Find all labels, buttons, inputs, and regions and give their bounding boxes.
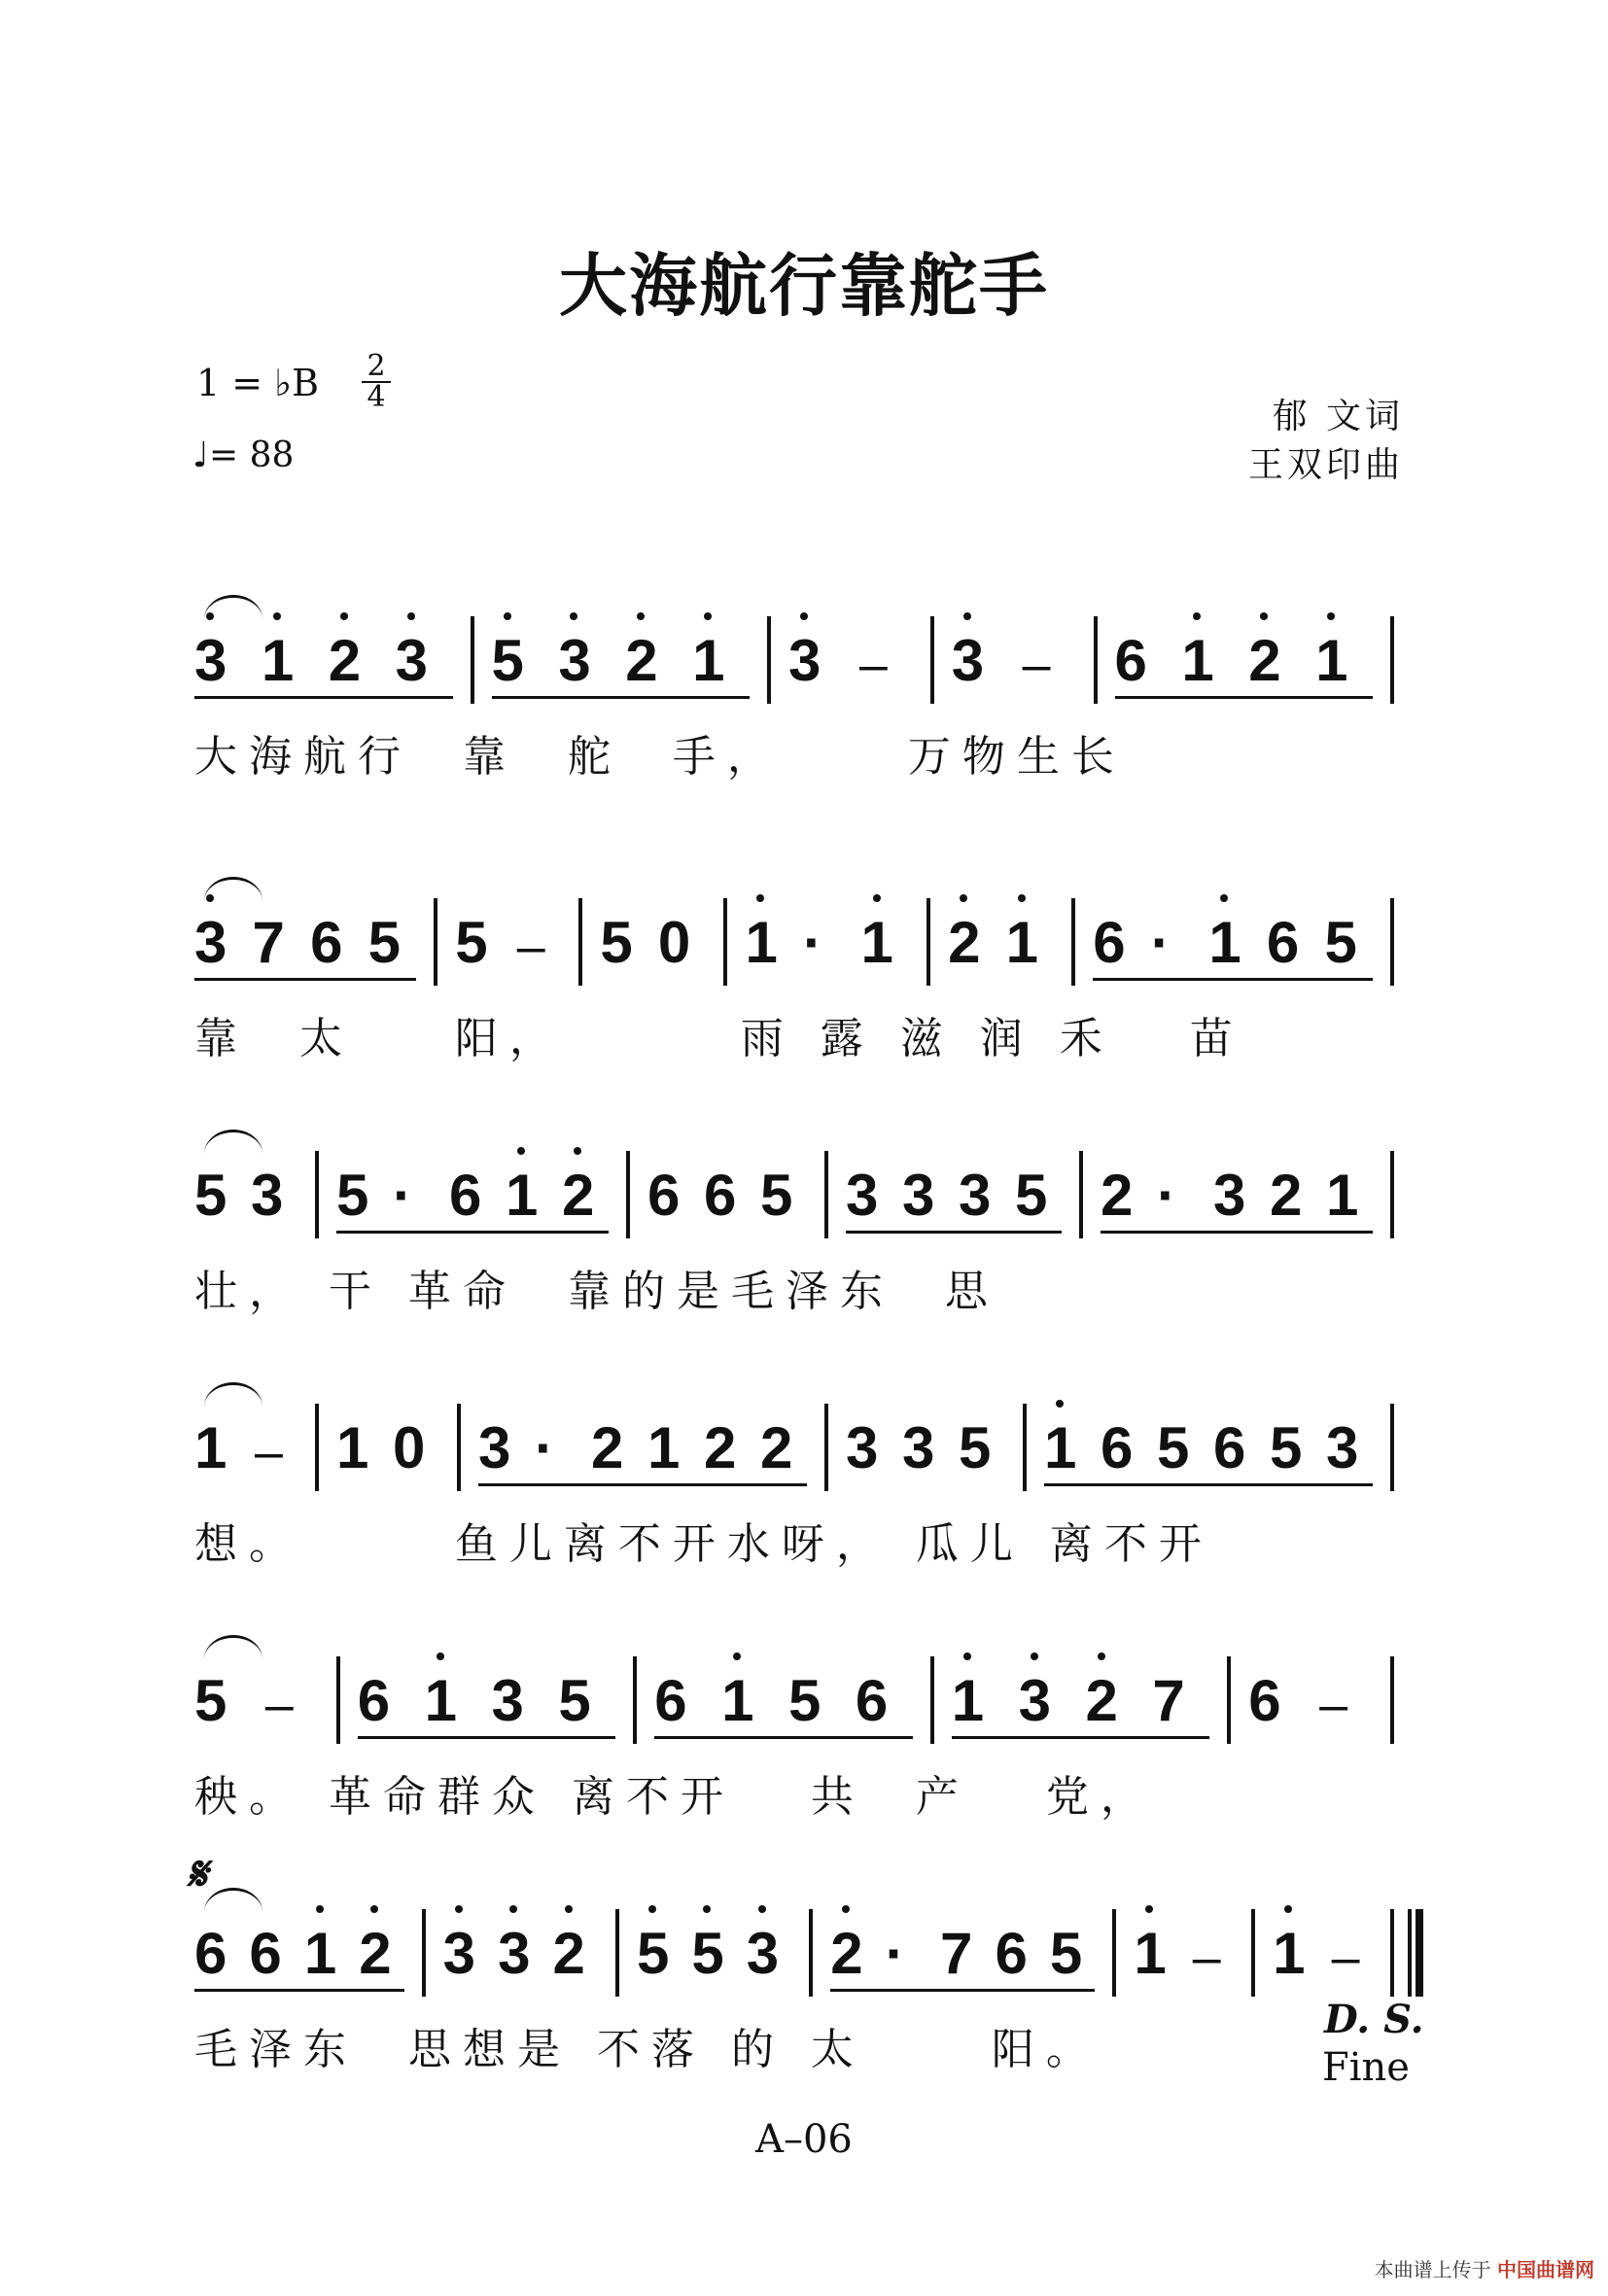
- note: 1: [1134, 1921, 1167, 1986]
- bar-line: [723, 898, 727, 986]
- octave-dot: [1193, 612, 1201, 620]
- note: 6: [357, 1668, 391, 1733]
- note: 2: [562, 1163, 595, 1228]
- bar-line: [824, 1151, 828, 1238]
- bar-line: [457, 1404, 461, 1491]
- beam-underline: [1101, 1231, 1373, 1234]
- rest-dash: –: [1331, 1930, 1360, 1986]
- final-bar-thick: [1416, 1909, 1423, 1997]
- note: 1: [194, 1415, 227, 1480]
- lyricist-credit: 郁 文词: [1272, 397, 1404, 436]
- site-footer[interactable]: [1375, 2254, 1594, 2282]
- note: 1: [951, 1668, 985, 1733]
- note: 2: [948, 910, 981, 975]
- beam-underline: [336, 1231, 609, 1234]
- bar-line: [809, 1909, 813, 1997]
- lyric-line: 大海航行 靠 舵 手， 万物生长: [194, 732, 1126, 782]
- octave-dot: [1284, 1905, 1292, 1913]
- ds-marking: D. S.: [1324, 1997, 1424, 2042]
- note: ·: [803, 910, 822, 975]
- octave-dot: [758, 1905, 766, 1913]
- rest-dash: –: [1022, 637, 1051, 693]
- octave-dot: [703, 1905, 711, 1913]
- note: 1: [745, 910, 778, 975]
- note: 1: [336, 1415, 369, 1480]
- octave-dot: [370, 1905, 378, 1913]
- note: 2: [625, 628, 658, 693]
- slur: [204, 1635, 262, 1659]
- note: 1: [1326, 1163, 1359, 1228]
- note: ·: [393, 1163, 412, 1228]
- octave-dot: [570, 612, 577, 620]
- note: 5: [1270, 1415, 1303, 1480]
- note: 2: [760, 1415, 793, 1480]
- note: 6: [249, 1921, 282, 1986]
- note: 6: [1213, 1415, 1246, 1480]
- bar-line: [1390, 898, 1394, 986]
- bar-line: [926, 898, 930, 986]
- note: 6: [1093, 910, 1126, 975]
- note: 1: [1005, 910, 1039, 975]
- note: 3: [194, 910, 227, 975]
- note: 5: [194, 1668, 227, 1733]
- key-tonic: 1 = ♭B: [196, 362, 320, 404]
- bar-line: [1079, 1151, 1083, 1238]
- note: 3: [194, 628, 227, 693]
- note: 3: [558, 628, 591, 693]
- note: 7: [1152, 1668, 1185, 1733]
- note: 1: [647, 1415, 681, 1480]
- note: 3: [788, 628, 821, 693]
- note: 2: [830, 1921, 863, 1986]
- note: 5: [691, 1921, 724, 1986]
- octave-dot: [960, 894, 967, 902]
- footer-text: 本曲谱上传于: [1374, 2258, 1491, 2281]
- octave-dot: [273, 612, 281, 620]
- octave-dot: [1018, 894, 1026, 902]
- lyric-line: 壮， 干 革命 靠的是毛泽东 思: [194, 1267, 999, 1316]
- note: 1: [506, 1163, 539, 1228]
- lyric-line: 想。 鱼儿离不开水呀， 瓜儿 离不开: [194, 1519, 1213, 1569]
- slur: [204, 1130, 262, 1154]
- note: 1: [1208, 910, 1241, 975]
- beam-underline: [830, 1989, 1095, 1992]
- note: 2: [328, 628, 362, 693]
- bar-line: [1390, 1909, 1394, 1997]
- octave-dot: [437, 1652, 444, 1660]
- note: 6: [704, 1163, 737, 1228]
- beam-underline: [478, 1483, 807, 1486]
- note: 1: [303, 1921, 337, 1986]
- octave-dot: [637, 612, 645, 620]
- octave-dot: [704, 612, 712, 620]
- bar-line: [422, 1909, 426, 1997]
- bar-line: [615, 1909, 619, 1997]
- octave-dot: [340, 612, 348, 620]
- bar-line: [1251, 1909, 1255, 1997]
- note: 5: [367, 910, 402, 975]
- octave-dot: [1145, 1905, 1153, 1913]
- page-number: A–06: [755, 2117, 853, 2162]
- bar-line: [1390, 1656, 1394, 1744]
- song-title: 大海航行靠舵手: [559, 246, 1049, 326]
- octave-dot: [1031, 1652, 1038, 1660]
- note: 1: [860, 910, 893, 975]
- bar-line: [315, 1404, 319, 1491]
- lyric-line: 靠 太 阳， 雨 露 滋 润 禾 苗: [194, 1014, 1244, 1063]
- bar-line: [315, 1151, 319, 1238]
- note: 5: [194, 1163, 227, 1228]
- note: 1: [1315, 628, 1348, 693]
- note: 3: [1213, 1163, 1246, 1228]
- rest-dash: –: [1319, 1677, 1348, 1733]
- octave-dot: [800, 612, 808, 620]
- note: 2: [1270, 1163, 1303, 1228]
- octave-dot: [1260, 612, 1268, 620]
- octave-dot: [565, 1905, 573, 1913]
- note: 3: [846, 1415, 879, 1480]
- note: 0: [393, 1415, 426, 1480]
- bar-line: [1390, 616, 1394, 704]
- note: 6: [1248, 1668, 1281, 1733]
- octave-dot: [574, 1147, 581, 1155]
- note: 6: [194, 1921, 227, 1986]
- note: 3: [442, 1921, 476, 1986]
- bar-line: [578, 898, 582, 986]
- slur: [204, 595, 262, 619]
- beam-underline: [1115, 696, 1374, 699]
- octave-dot: [1220, 894, 1228, 902]
- rest-dash: –: [516, 919, 545, 975]
- note: 6: [1266, 910, 1300, 975]
- beam-underline: [1044, 1483, 1373, 1486]
- footer-brand[interactable]: 中国曲谱网: [1497, 2258, 1594, 2281]
- time-top: 2: [367, 349, 386, 383]
- note: 3: [395, 628, 428, 693]
- octave-dot: [842, 1905, 850, 1913]
- bar-line: [471, 616, 474, 704]
- octave-dot: [873, 894, 881, 902]
- note: 6: [310, 910, 343, 975]
- note: 1: [1044, 1415, 1077, 1480]
- note: 5: [788, 1668, 821, 1733]
- note: 5: [760, 1163, 793, 1228]
- note: 5: [336, 1163, 369, 1228]
- note: 6: [647, 1163, 681, 1228]
- note: 3: [951, 628, 985, 693]
- note: 2: [1085, 1668, 1118, 1733]
- note: 5: [558, 1668, 591, 1733]
- time-signature: [362, 349, 391, 414]
- note: 5: [1015, 1163, 1048, 1228]
- note: 3: [478, 1415, 511, 1480]
- beam-underline: [846, 1231, 1062, 1234]
- note: 1: [1181, 628, 1214, 693]
- note: 3: [746, 1921, 780, 1986]
- bar-line: [930, 616, 934, 704]
- note: 1: [721, 1668, 754, 1733]
- note: 3: [959, 1163, 992, 1228]
- note: 0: [657, 910, 691, 975]
- note: 3: [491, 1668, 524, 1733]
- note: 3: [846, 1163, 879, 1228]
- slur: [204, 1888, 262, 1912]
- bar-line: [434, 898, 437, 986]
- bar-line: [1390, 1151, 1394, 1238]
- slur: [204, 877, 262, 901]
- note: 6: [1114, 628, 1147, 693]
- note: 3: [902, 1163, 935, 1228]
- note: ·: [885, 1921, 905, 1986]
- note: 5: [636, 1921, 670, 1986]
- octave-dot: [316, 1905, 324, 1913]
- key-signature: [196, 362, 319, 404]
- octave-dot: [455, 1905, 463, 1913]
- composer-credit: 王双印曲: [1247, 445, 1404, 485]
- bar-line: [767, 616, 771, 704]
- note: 2: [704, 1415, 737, 1480]
- note: 2: [359, 1921, 392, 1986]
- note: ·: [1150, 910, 1171, 975]
- final-bar-thin: [1408, 1909, 1412, 1997]
- beam-underline: [194, 696, 453, 699]
- rest-dash: –: [858, 637, 888, 693]
- note: 5: [959, 1415, 992, 1480]
- octave-dot: [963, 1652, 971, 1660]
- octave-dot: [648, 1905, 656, 1913]
- bar-line: [930, 1656, 934, 1744]
- rest-dash: –: [1192, 1930, 1221, 1986]
- bar-line: [824, 1404, 828, 1491]
- beam-underline: [654, 1736, 913, 1739]
- octave-dot: [756, 894, 764, 902]
- bar-line: [336, 1656, 340, 1744]
- octave-dot: [1056, 1400, 1064, 1408]
- segno-sign: 𝄋: [187, 1847, 207, 1901]
- note: 5: [1049, 1921, 1083, 1986]
- note: 7: [940, 1921, 973, 1986]
- bar-line: [1071, 898, 1075, 986]
- note: 3: [1326, 1415, 1359, 1480]
- slur: [204, 1382, 262, 1407]
- note: 3: [498, 1921, 531, 1986]
- note: 1: [261, 628, 295, 693]
- beam-underline: [1093, 978, 1373, 981]
- lyric-line: 秧。 革命群众 离不开 共 产 党，: [194, 1772, 1155, 1822]
- note: ·: [535, 1415, 554, 1480]
- tempo-marking: ♩= 88: [192, 435, 295, 475]
- bar-line: [626, 1151, 630, 1238]
- note: 5: [600, 910, 633, 975]
- fine-marking: Fine: [1322, 2045, 1410, 2090]
- note: 6: [995, 1921, 1028, 1986]
- octave-dot: [509, 1905, 517, 1913]
- bar-line: [1023, 1404, 1027, 1491]
- note: 2: [591, 1415, 624, 1480]
- beam-underline: [952, 1736, 1210, 1739]
- note: 6: [855, 1668, 889, 1733]
- note: 7: [252, 910, 285, 975]
- note: 6: [1101, 1415, 1134, 1480]
- note: 2: [552, 1921, 585, 1986]
- rest-dash: –: [264, 1677, 294, 1733]
- rest-dash: –: [255, 1424, 283, 1480]
- note: 5: [1324, 910, 1357, 975]
- octave-dot: [1098, 1652, 1105, 1660]
- octave-dot: [407, 612, 415, 620]
- note: 5: [1157, 1415, 1190, 1480]
- note: 2: [1248, 628, 1281, 693]
- bar-line: [633, 1656, 637, 1744]
- octave-dot: [1327, 612, 1335, 620]
- note: 2: [1101, 1163, 1134, 1228]
- note: 1: [1273, 1921, 1306, 1986]
- beam-underline: [358, 1736, 616, 1739]
- note: 3: [902, 1415, 935, 1480]
- note: 5: [491, 628, 524, 693]
- bar-line: [1112, 1909, 1116, 1997]
- octave-dot: [733, 1652, 741, 1660]
- octave-dot: [963, 612, 971, 620]
- note: 3: [1018, 1668, 1051, 1733]
- beam-underline: [194, 978, 416, 981]
- bar-line: [1227, 1656, 1231, 1744]
- note: 1: [692, 628, 725, 693]
- lyric-line: 毛泽东 思想是 不落 的 太 阳。: [194, 2025, 1101, 2074]
- beam-underline: [194, 1989, 404, 1992]
- note: 6: [449, 1163, 482, 1228]
- note: ·: [1157, 1163, 1176, 1228]
- note: 6: [654, 1668, 687, 1733]
- bar-line: [1094, 616, 1098, 704]
- beam-underline: [492, 696, 751, 699]
- note: 3: [251, 1163, 284, 1228]
- note: 5: [455, 910, 488, 975]
- octave-dot: [504, 612, 511, 620]
- bar-line: [1390, 1404, 1394, 1491]
- time-bottom: 4: [362, 381, 391, 412]
- octave-dot: [517, 1147, 525, 1155]
- note: 1: [424, 1668, 457, 1733]
